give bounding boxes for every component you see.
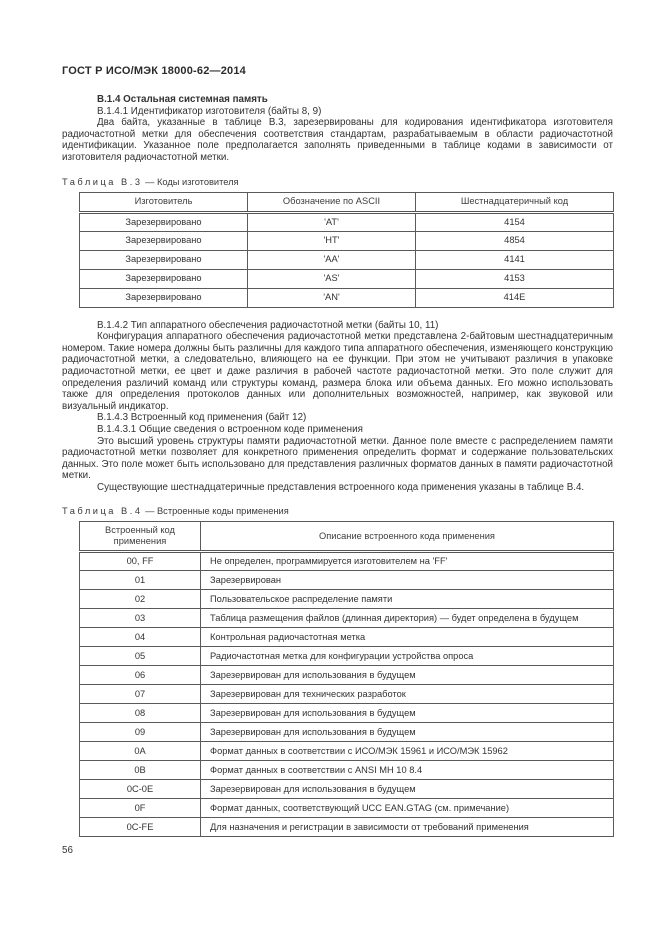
table-b3-row bbox=[80, 288, 614, 307]
page-body bbox=[62, 94, 613, 837]
app-description-cell: Зарезервирован для технических разработок bbox=[201, 685, 614, 704]
ascii-code-cell: 'AT' bbox=[248, 212, 416, 231]
app-code-cell: 09 bbox=[80, 723, 201, 742]
app-code-cell: 0C-FE bbox=[80, 818, 201, 837]
paragraph-b-1-4-3-1-a: Это высший уровень структуры памяти радиочастотной метки. Данное поле вместе с распределением памяти радиочастотной метки позволяет для конкретного применения определить формат и содержание пользовательских данных. Это поле может быть использовано для представления различных форматов данных в памяти радиочастотной метки. bbox=[62, 435, 613, 482]
hex-code-cell: 4854 bbox=[416, 231, 614, 250]
hex-code-cell: 4154 bbox=[416, 212, 614, 231]
table-b3-row bbox=[80, 250, 614, 269]
heading-b-1-4: В.1.4 Остальная системная память bbox=[97, 94, 268, 105]
table-b4-row bbox=[80, 723, 614, 742]
hex-code-cell: 4141 bbox=[416, 250, 614, 269]
app-description-cell: Таблица размещения файлов (длинная директория) — будет определена в будущем bbox=[201, 609, 614, 628]
table-b4 bbox=[79, 521, 614, 837]
table-b4-row bbox=[80, 761, 614, 780]
ascii-code-cell: 'AA' bbox=[248, 250, 416, 269]
paragraph-b-1-4-3-1-b: Существующие шестнадцатеричные представления встроенного кода применения указаны в таблице В.4. bbox=[97, 481, 585, 493]
table-b4-row bbox=[80, 704, 614, 723]
table-b4-row bbox=[80, 552, 614, 571]
table-b4-row bbox=[80, 799, 614, 818]
column-header-ascii: Обозначение по ASCII bbox=[248, 192, 416, 212]
heading-b-1-4-1: В.1.4.1 Идентификатор изготовителя (байты 8, 9) bbox=[97, 105, 322, 117]
hex-code-cell: 4153 bbox=[416, 269, 614, 288]
table-b3 bbox=[79, 192, 614, 308]
heading-b-1-4-3-1: В.1.4.3.1 Общие сведения о встроенном коде применения bbox=[97, 423, 363, 435]
app-code-cell: 0B bbox=[80, 761, 201, 780]
ascii-code-cell: 'AN' bbox=[248, 288, 416, 307]
app-description-cell: Формат данных, соответствующий UCC EAN.GTAG (см. примечание) bbox=[201, 799, 614, 818]
paragraph-b-1-4-2: Конфигурация аппаратного обеспечения радиочастотной метки представлена 2-байтовым шестнадцатеричным номером. Такие номера должны быть различны для каждого типа аппаратного обеспечения, изменяющего конструкцию радиочастотной метки, а следовательно, влияющего на ее функции. При этом не учитывают различия в упаковке радиочастотной метки, ее цвет и даже различия в рабочей частоте радиочастотной метки. Это поле служит для определения различий команд или структуры команд, размера блока или объема данных. Его можно использовать также для определения протоколов данных или дополнительных возможностей, например, как звуковой или визуальный индикатор. bbox=[62, 331, 613, 412]
app-code-cell: 0F bbox=[80, 799, 201, 818]
document-code-header: ГОСТ Р ИСО/МЭК 18000-62—2014 bbox=[62, 65, 246, 77]
app-code-cell: 03 bbox=[80, 609, 201, 628]
app-code-cell: 05 bbox=[80, 647, 201, 666]
heading-b-1-4-3: В.1.4.3 Встроенный код применения (байт 12) bbox=[97, 412, 307, 424]
column-header-app-description: Описание встроенного кода применения bbox=[201, 522, 614, 552]
app-code-cell: 0A bbox=[80, 742, 201, 761]
app-description-cell: Пользовательское распределение памяти bbox=[201, 590, 614, 609]
table-b4-row bbox=[80, 666, 614, 685]
app-description-cell: Контрольная радиочастотная метка bbox=[201, 628, 614, 647]
table-b3-caption bbox=[62, 177, 613, 187]
app-description-cell: Зарезервирован bbox=[201, 571, 614, 590]
table-b3-row bbox=[80, 231, 614, 250]
app-code-cell: 02 bbox=[80, 590, 201, 609]
column-header-hex: Шестнадцатеричный код bbox=[416, 192, 614, 212]
table-b4-row bbox=[80, 818, 614, 837]
table-b4-row bbox=[80, 628, 614, 647]
manufacturer-cell: Зарезервировано bbox=[80, 288, 248, 307]
column-header-app-code: Встроенный код применения bbox=[80, 522, 201, 552]
app-description-cell: Для назначения и регистрации в зависимости от требований применения bbox=[201, 818, 614, 837]
table-b4-row bbox=[80, 685, 614, 704]
table-b4-row bbox=[80, 647, 614, 666]
table-b4-caption-dash: — bbox=[145, 506, 155, 517]
app-description-cell: Зарезервирован для использования в будущем bbox=[201, 780, 614, 799]
paragraph-b-1-4-1: Два байта, указанные в таблице В.3, зарезервированы для кодирования идентификатора изготовителя радиочастотной метки для обеспечения соответствия стандартам, разрабатываемым в области радиочастотной идентификации. Указанное поле предполагается заполнять приведенными в таблице кодами в зависимости от изготовителя радиочастотной метки. bbox=[62, 117, 613, 163]
table-b4-header-row bbox=[80, 522, 614, 552]
table-b3-row bbox=[80, 269, 614, 288]
manufacturer-cell: Зарезервировано bbox=[80, 212, 248, 231]
app-code-cell: 07 bbox=[80, 685, 201, 704]
column-header-manufacturer: Изготовитель bbox=[80, 192, 248, 212]
hex-code-cell: 414E bbox=[416, 288, 614, 307]
manufacturer-cell: Зарезервировано bbox=[80, 269, 248, 288]
table-b4-caption-label: Таблица В.4 bbox=[62, 506, 143, 517]
app-description-cell: Зарезервирован для использования в будущем bbox=[201, 723, 614, 742]
app-code-cell: 06 bbox=[80, 666, 201, 685]
heading-b-1-4-2: В.1.4.2 Тип аппаратного обеспечения радиочастотной метки (байты 10, 11) bbox=[97, 319, 439, 331]
app-description-cell: Не определен, программируется изготовителем на 'FF' bbox=[201, 552, 614, 571]
page-number: 56 bbox=[62, 845, 73, 856]
app-description-cell: Формат данных в соответствии с ИСО/МЭК 15961 и ИСО/МЭК 15962 bbox=[201, 742, 614, 761]
table-b4-row bbox=[80, 590, 614, 609]
table-b3-caption-title: Коды изготовителя bbox=[156, 176, 239, 187]
ascii-code-cell: 'AS' bbox=[248, 269, 416, 288]
table-b3-row bbox=[80, 212, 614, 231]
table-b3-caption-label: Таблица В.3 bbox=[62, 176, 143, 187]
table-b4-row bbox=[80, 742, 614, 761]
app-code-cell: 01 bbox=[80, 571, 201, 590]
table-b4-row bbox=[80, 780, 614, 799]
table-b3-caption-dash: — bbox=[145, 176, 155, 187]
table-b3-header-row bbox=[80, 192, 614, 212]
app-description-cell: Зарезервирован для использования в будущем bbox=[201, 666, 614, 685]
table-b4-row bbox=[80, 609, 614, 628]
app-code-cell: 08 bbox=[80, 704, 201, 723]
table-b4-caption-title: Встроенные коды применения bbox=[156, 506, 289, 517]
manufacturer-cell: Зарезервировано bbox=[80, 250, 248, 269]
app-description-cell: Зарезервирован для использования в будущем bbox=[201, 704, 614, 723]
app-description-cell: Радиочастотная метка для конфигурации устройства опроса bbox=[201, 647, 614, 666]
app-code-cell: 0C-0E bbox=[80, 780, 201, 799]
table-b4-caption bbox=[62, 506, 613, 516]
table-b4-row bbox=[80, 571, 614, 590]
app-description-cell: Формат данных в соответствии с ANSI MH 10 8.4 bbox=[201, 761, 614, 780]
ascii-code-cell: 'HT' bbox=[248, 231, 416, 250]
app-code-cell: 04 bbox=[80, 628, 201, 647]
manufacturer-cell: Зарезервировано bbox=[80, 231, 248, 250]
app-code-cell: 00, FF bbox=[80, 552, 201, 571]
